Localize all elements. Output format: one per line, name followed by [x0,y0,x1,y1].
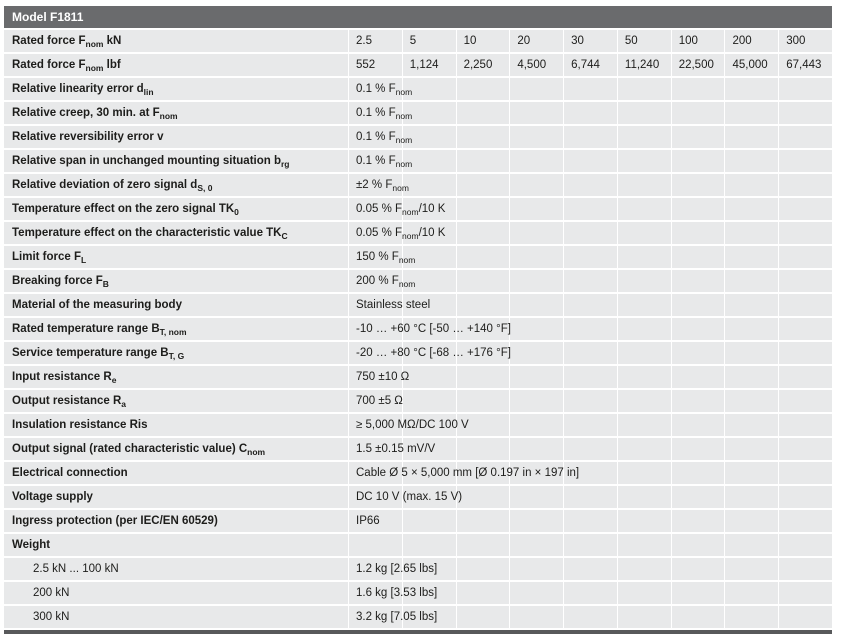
table-row [4,318,832,340]
spec-value [618,558,671,580]
spec-value [672,606,725,628]
table-title: Model F1811 [4,6,832,28]
table-row [4,54,832,76]
spec-value [510,510,563,532]
spec-value: 0.1 % $F_{nom}$ [349,126,402,148]
spec-value [725,486,778,508]
spec-sheet [4,6,832,634]
spec-value [510,294,563,316]
spec-value [672,174,725,196]
spec-value [672,558,725,580]
spec-value: 700 ±5 Ω [349,390,402,412]
spec-value: 552 [349,54,402,76]
spec-value [672,78,725,100]
spec-value [457,222,510,244]
spec-value [457,390,510,412]
table-row [4,582,832,604]
spec-value [510,174,563,196]
spec-value [564,294,617,316]
spec-label: Rated force $F_{nom}$ kN [4,30,348,52]
spec-label: Rated temperature range $B_{T, nom}$ [4,318,348,340]
spec-value [510,606,563,628]
spec-label: Limit force $F_L$ [4,246,348,268]
spec-value: -20 … +80 °C [-68 … +176 °F] [349,342,402,364]
spec-value: 300 [779,30,832,52]
spec-value [457,174,510,196]
spec-value [779,270,832,292]
spec-value [672,270,725,292]
spec-value [672,318,725,340]
spec-value [725,342,778,364]
spec-value [618,318,671,340]
spec-value [725,510,778,532]
spec-value [564,438,617,460]
spec-value [672,198,725,220]
table-row [4,126,832,148]
table-row [4,390,832,412]
spec-value [779,150,832,172]
spec-label: 200 kN [4,582,348,604]
spec-value: IP66 [349,510,402,532]
spec-value [564,558,617,580]
spec-value [457,150,510,172]
spec-value [725,102,778,124]
spec-value [618,438,671,460]
spec-value [779,174,832,196]
table-row [4,462,832,484]
spec-value [510,486,563,508]
spec-value [725,390,778,412]
spec-value [457,558,510,580]
spec-value [510,366,563,388]
spec-value: Cable Ø 5 × 5,000 mm [Ø 0.197 in × 197 in] [349,462,402,484]
spec-value: 200 [725,30,778,52]
spec-value [725,78,778,100]
spec-value [564,150,617,172]
spec-value: 1.6 kg [3.53 lbs] [349,582,402,604]
spec-label: Ingress protection (per IEC/EN 60529) [4,510,348,532]
spec-value [725,534,778,556]
spec-value [672,102,725,124]
spec-value [725,414,778,436]
spec-value: 30 [564,30,617,52]
table-row [4,366,832,388]
spec-value [618,414,671,436]
spec-value [564,342,617,364]
spec-value [564,222,617,244]
spec-value [779,246,832,268]
spec-value: DC 10 V (max. 15 V) [349,486,402,508]
spec-label: 300 kN [4,606,348,628]
spec-value [457,270,510,292]
spec-label: Relative span in unchanged mounting situation $b_{rg}$ [4,150,348,172]
spec-value [510,126,563,148]
spec-value [564,486,617,508]
spec-value [564,606,617,628]
spec-value [510,318,563,340]
spec-label: Input resistance $R_e$ [4,366,348,388]
spec-value: 2,250 [457,54,510,76]
spec-value: 20 [510,30,563,52]
spec-label: Relative linearity error $d_{lin}$ [4,78,348,100]
spec-value [457,582,510,604]
spec-value: 0.1 % $F_{nom}$ [349,78,402,100]
spec-value: 0.1 % $F_{nom}$ [349,102,402,124]
spec-value [672,366,725,388]
spec-value [564,78,617,100]
spec-value [618,342,671,364]
spec-value [618,126,671,148]
spec-value [403,534,456,556]
table-row [4,294,832,316]
spec-label: Output signal (rated characteristic value) $C_{nom}$ [4,438,348,460]
spec-value [725,222,778,244]
table-row [4,438,832,460]
spec-value [779,318,832,340]
spec-value [403,510,456,532]
spec-value: ±2 % $F_{nom}$ [349,174,402,196]
spec-value [618,78,671,100]
spec-label: Electrical connection [4,462,348,484]
spec-value [457,198,510,220]
spec-value [618,606,671,628]
spec-value [779,198,832,220]
spec-value: 6,744 [564,54,617,76]
spec-value [779,342,832,364]
spec-value: 50 [618,30,671,52]
table-row [4,174,832,196]
spec-value [564,198,617,220]
spec-value [725,126,778,148]
spec-value [457,126,510,148]
spec-value [672,462,725,484]
spec-value [564,102,617,124]
spec-value [725,438,778,460]
spec-value [618,582,671,604]
spec-value [403,366,456,388]
spec-value [672,342,725,364]
spec-value [618,366,671,388]
spec-label: Voltage supply [4,486,348,508]
spec-value: -10 … +60 °C [-50 … +140 °F] [349,318,402,340]
spec-value [457,78,510,100]
table-row [4,510,832,532]
spec-value [510,342,563,364]
spec-value: Stainless steel [349,294,402,316]
spec-value: ≥ 5,000 MΩ/DC 100 V [349,414,402,436]
spec-value [618,270,671,292]
table-row [4,414,832,436]
spec-value [618,294,671,316]
spec-value [457,366,510,388]
spec-value [779,462,832,484]
spec-value [725,198,778,220]
table-row [4,30,832,52]
spec-value [725,558,778,580]
spec-label: Weight [4,534,348,556]
spec-label: Breaking force $F_B$ [4,270,348,292]
spec-value [672,246,725,268]
spec-value [618,510,671,532]
spec-value [672,534,725,556]
spec-value: 0.1 % $F_{nom}$ [349,150,402,172]
table-row [4,198,832,220]
spec-value [672,294,725,316]
spec-value [457,534,510,556]
table-row [4,558,832,580]
spec-value: 0.05 % $F_{nom}/10$ K [349,222,402,244]
spec-label: Material of the measuring body [4,294,348,316]
spec-value: 5 [403,30,456,52]
spec-value [564,126,617,148]
spec-value [457,510,510,532]
spec-value [672,222,725,244]
spec-value [618,150,671,172]
spec-value: 0.05 % $F_{nom}/10$ K [349,198,402,220]
spec-value [457,294,510,316]
spec-value [779,438,832,460]
spec-value: 200 % $F_{nom}$ [349,270,402,292]
spec-value: 1.2 kg [2.65 lbs] [349,558,402,580]
spec-value: 4,500 [510,54,563,76]
spec-value [510,246,563,268]
spec-value [510,582,563,604]
spec-value [510,102,563,124]
spec-value [618,390,671,412]
spec-value [779,510,832,532]
spec-value [457,102,510,124]
table-row [4,486,832,508]
spec-value [779,126,832,148]
spec-value [725,270,778,292]
spec-value [618,462,671,484]
spec-value [779,558,832,580]
spec-value [779,414,832,436]
spec-label: Relative creep, 30 min. at $F_{nom}$ [4,102,348,124]
spec-label: Temperature effect on the zero signal $TK_0$ [4,198,348,220]
spec-value [725,606,778,628]
spec-value [725,294,778,316]
table-row [4,342,832,364]
spec-value: 2.5 [349,30,402,52]
table-row [4,150,832,172]
spec-value [510,198,563,220]
spec-value [349,534,402,556]
spec-value [457,606,510,628]
spec-value: 22,500 [672,54,725,76]
spec-value [564,414,617,436]
spec-value [779,582,832,604]
spec-value: 1.5 ±0.15 mV/V [349,438,402,460]
spec-value: 750 ±10 Ω [349,366,402,388]
spec-value [403,174,456,196]
spec-value: 3.2 kg [7.05 lbs] [349,606,402,628]
spec-value [564,390,617,412]
spec-value [564,534,617,556]
spec-value [457,246,510,268]
spec-value [779,606,832,628]
spec-value [672,486,725,508]
spec-label: 2.5 kN ... 100 kN [4,558,348,580]
spec-value [618,246,671,268]
spec-label: Rated force $F_{nom}$ lbf [4,54,348,76]
spec-value [618,486,671,508]
table-row [4,534,832,556]
spec-value [779,102,832,124]
spec-value [618,174,671,196]
spec-value [618,222,671,244]
spec-value: 100 [672,30,725,52]
spec-label: Insulation resistance Ris [4,414,348,436]
spec-value [510,78,563,100]
spec-value [564,582,617,604]
spec-value [457,438,510,460]
spec-value [510,414,563,436]
spec-value [779,534,832,556]
spec-value [779,294,832,316]
spec-value: 10 [457,30,510,52]
spec-value [564,174,617,196]
spec-value [510,150,563,172]
spec-value [725,150,778,172]
spec-value [457,486,510,508]
spec-value [779,390,832,412]
spec-value [510,222,563,244]
spec-value [564,510,617,532]
spec-label: Relative deviation of zero signal $d_{S, 0}$ [4,174,348,196]
spec-value [672,390,725,412]
spec-value [725,366,778,388]
spec-value [672,150,725,172]
table-row [4,246,832,268]
table-row [4,102,832,124]
spec-value [779,222,832,244]
spec-value [510,534,563,556]
spec-value [779,366,832,388]
spec-value [725,582,778,604]
spec-value [672,438,725,460]
spec-value [725,462,778,484]
spec-value: 150 % $F_{nom}$ [349,246,402,268]
table-row [4,222,832,244]
spec-value [564,246,617,268]
spec-value [725,246,778,268]
spec-table-body [4,30,832,628]
spec-label: Output resistance $R_a$ [4,390,348,412]
spec-label: Temperature effect on the characteristic value $TK_C$ [4,222,348,244]
spec-value [725,318,778,340]
spec-value: 1,124 [403,54,456,76]
spec-value [510,558,563,580]
spec-value [672,126,725,148]
spec-value [779,78,832,100]
spec-value [510,438,563,460]
spec-value [725,174,778,196]
table-row [4,606,832,628]
spec-value [564,318,617,340]
spec-value: 11,240 [618,54,671,76]
spec-value [618,102,671,124]
spec-value [564,366,617,388]
spec-value [403,390,456,412]
table-row [4,270,832,292]
spec-value [779,486,832,508]
spec-value [510,390,563,412]
spec-value [564,270,617,292]
spec-value [672,582,725,604]
spec-value [672,510,725,532]
spec-value [510,270,563,292]
table-bottom-rule [4,630,832,634]
spec-value: 67,443 [779,54,832,76]
spec-label: Relative reversibility error v [4,126,348,148]
spec-value [618,534,671,556]
spec-label: Service temperature range $B_{T, G}$ [4,342,348,364]
table-row [4,78,832,100]
spec-value: 45,000 [725,54,778,76]
spec-value [618,198,671,220]
spec-value [672,414,725,436]
